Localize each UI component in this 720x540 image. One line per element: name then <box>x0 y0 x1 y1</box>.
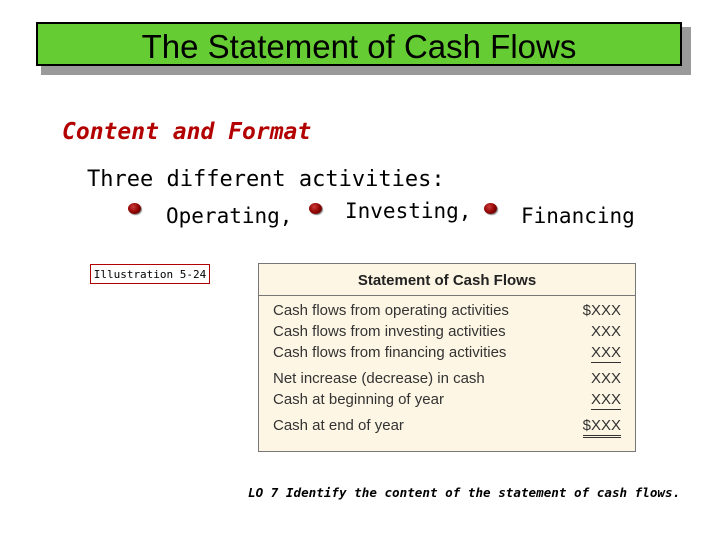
statement-of-cash-flows <box>258 263 636 452</box>
subheading: Three different activities: <box>87 167 445 192</box>
illustration-tag: Illustration 5-24 <box>90 264 210 284</box>
statement-row <box>259 417 635 437</box>
bullet-icon <box>128 203 141 214</box>
row-label: Cash flows from investing activities <box>273 323 506 340</box>
row-label: Cash flows from financing activities <box>273 344 507 361</box>
learning-objective: LO 7 Identify the content of the statement of cash flows. <box>248 485 681 500</box>
bullet-icon <box>484 203 497 214</box>
statement-divider <box>259 295 635 296</box>
title-bar <box>36 22 682 66</box>
row-amount: XXX <box>590 323 621 340</box>
row-amount: $XXX <box>582 302 621 319</box>
section-heading: Content and Format <box>62 119 312 145</box>
statement-row <box>259 302 635 322</box>
statement-row <box>259 391 635 411</box>
statement-row <box>259 323 635 343</box>
bullet-item-financing <box>484 203 497 214</box>
row-label: Cash flows from operating activities <box>273 302 509 319</box>
row-amount: XXX <box>590 344 621 361</box>
bullet-icon <box>309 203 322 214</box>
bullet-label-investing: Investing, <box>345 199 472 223</box>
bullet-item-operating <box>128 203 141 214</box>
row-label: Cash at beginning of year <box>273 391 444 408</box>
statement-row <box>259 370 635 390</box>
row-amount: XXX <box>590 370 621 387</box>
row-label: Cash at end of year <box>273 417 404 434</box>
slide-title: The Statement of Cash Flows <box>141 27 577 65</box>
statement-row <box>259 344 635 364</box>
bullet-label-operating: Operating, <box>166 204 293 228</box>
row-label: Net increase (decrease) in cash <box>273 370 485 387</box>
row-amount: XXX <box>590 391 621 408</box>
bullet-label-financing: Financing <box>521 204 635 228</box>
bullet-item-investing <box>309 203 322 214</box>
statement-title: Statement of Cash Flows <box>357 272 537 289</box>
row-amount: $XXX <box>583 417 621 438</box>
